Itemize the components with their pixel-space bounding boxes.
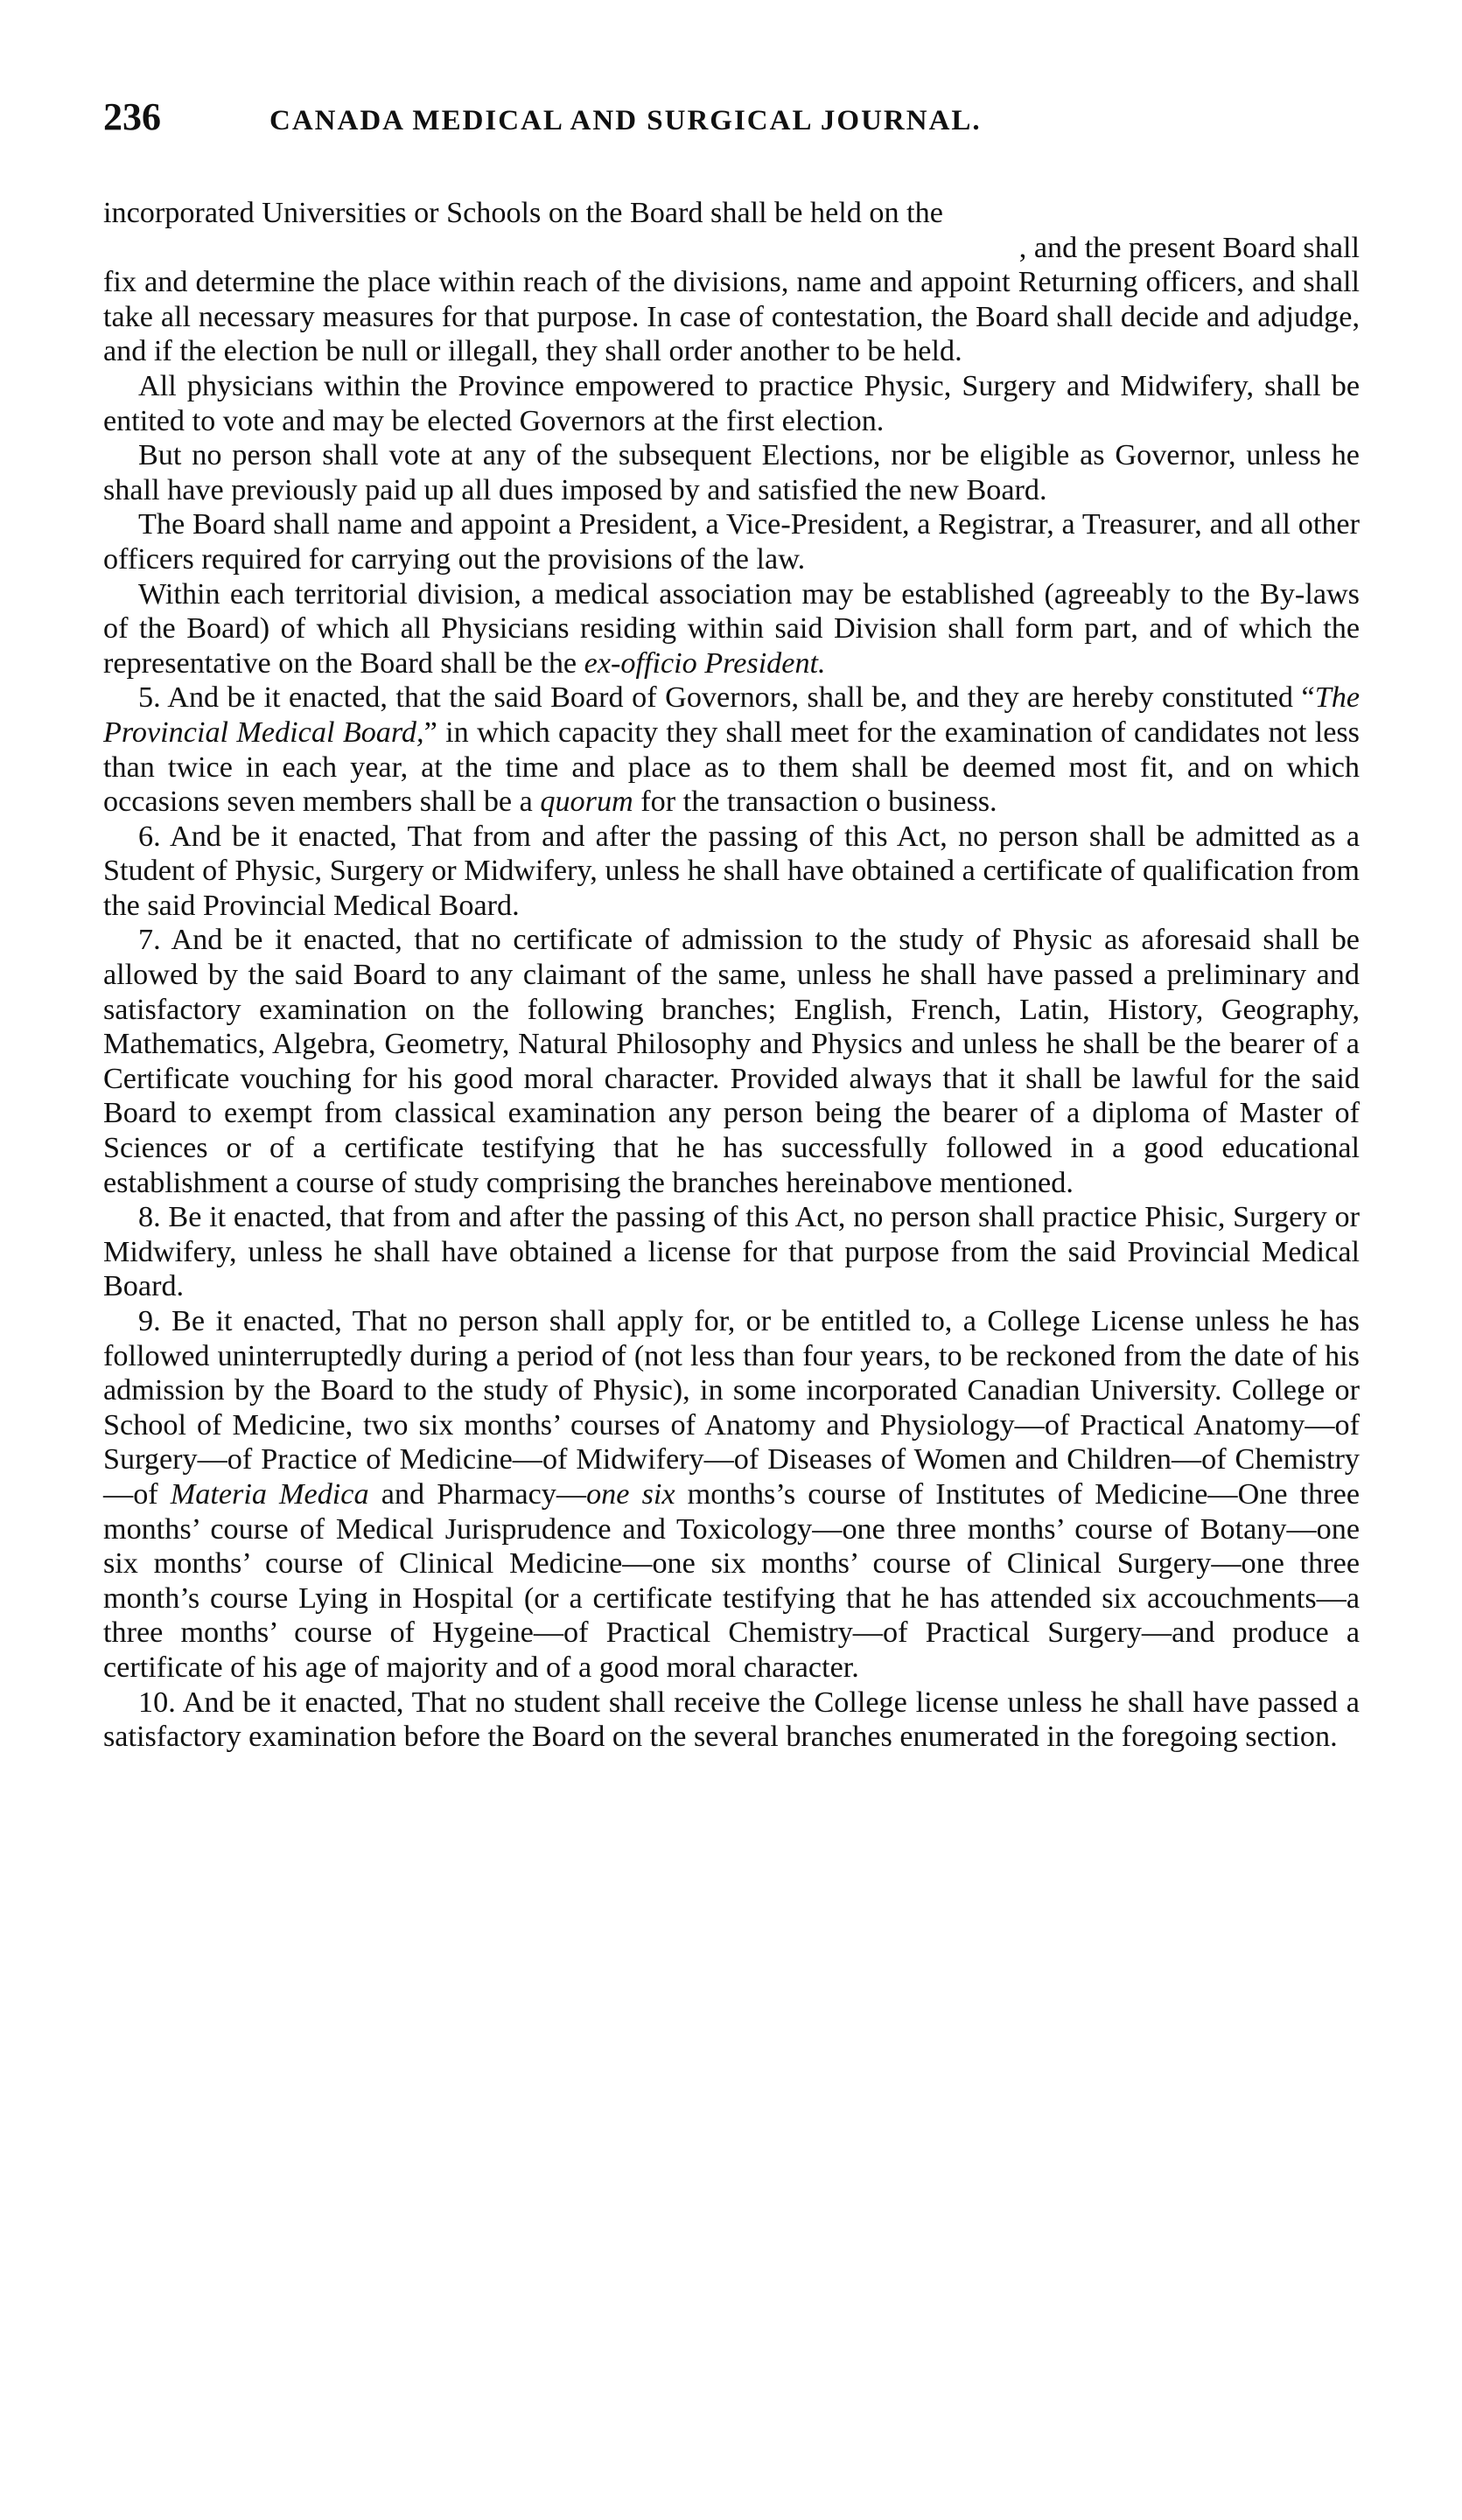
section-7: 7. And be it enacted, that no certificate of admission to the study of Physic as aforesaid shall be allowed by the said Board to any claimant of the same, unless he shall have passed a preliminary and satisfactory examination on the following branches; English, French, Latin, History, Geography, Mathematics, Algebra, Geometry, Natural Philosophy and Physics and unless he shall be the bearer of a Certificate vouching for his good moral character. Provided always that it shall be lawful for the said Board to exempt from classical examination any person being the bearer of a diploma of Master of Sciences or of a certificate testifying that he has successfully followed in a good educational establishment a course of study comprising the branches hereinabove mentioned. xyxy=(103,924,1360,1199)
paragraph-physicians-vote: All physicians within the Province empowered to practice Physic, Surgery and Midwifery, shall be entited to vote and may be elected Governors at the first election. xyxy=(103,369,1360,437)
page-number: 236 xyxy=(103,95,161,138)
paragraph-text-line-2: , and the present Board shall xyxy=(1018,231,1360,264)
section-5-text-c: for the transaction o business. xyxy=(640,785,997,819)
paragraph-text-rest: fix and determine the place within reach of the divisions, name and appoint Returning officers, and shall take all necessary measures for that purpose. In case of contestation, the Board shall decide and adjudge, and if the election be null or illegall, they shall order another to be held. xyxy=(103,266,1360,368)
paragraph-board-officers: The Board shall name and appoint a President, a Vice-President, a Registrar, a Treasurer, and all other officers required for carrying out the provisions of the law. xyxy=(103,508,1360,576)
section-9-text-b: and Pharmacy— xyxy=(381,1477,587,1511)
italic-phrase-board-name: The Provincial Medical Board, xyxy=(103,681,1360,749)
paragraph-medical-association xyxy=(103,577,1360,681)
page-header xyxy=(103,94,1360,156)
section-10: 10. And be it enacted, That no student shall receive the College license unless he shall have passed a satisfactory examination before the Board on the several branches enumerated in the foregoing section. xyxy=(103,1686,1360,1754)
body-text xyxy=(103,196,1360,1755)
section-9-text-a: 9. Be it enacted, That no person shall apply for, or be entitled to, a College License unless he has followed uninterruptedly during a period of (not less than four years, to be reckoned from the date of his admission by the Board to the study of Physic), in some incorporated Canadian University. College or School of Medicine, two six months’ courses of Anatomy and Physiology—of Practical Anatomy—of Surgery—of Practice of Medicine—of Midwifery—of Diseases of Women and Children—of Chemistry—of xyxy=(103,1305,1360,1511)
section-6: 6. And be it enacted, That from and after the passing of this Act, no person shall be admitted as a Student of Physic, Surgery or Midwifery, unless he shall have obtained a certificate of qualification from the said Provincial Medical Board. xyxy=(103,820,1360,922)
italic-phrase-one-six: one six xyxy=(586,1477,675,1511)
italic-phrase-ex-officio: ex-officio President. xyxy=(584,646,826,680)
section-9 xyxy=(103,1304,1360,1686)
paragraph-board-election-divisions xyxy=(103,196,1360,369)
italic-phrase-materia-medica: Materia Medica xyxy=(170,1477,369,1511)
section-9-text-c: months’s course of Institutes of Medicine—One three months’ course of Medical Jurisprudence and Toxicology—one three months’ course of Botany—one six months’ course of Clinical Medicine—one six months’ course of Clinical Surgery—one three month’s course Lying in Hospital (or a certificate testifying that he has attended six accouchments—a three months’ course of Hygeine—of Practical Chemistry—of Practical Surgery—and produce a certificate of his age of majority and of a good moral character. xyxy=(103,1477,1360,1684)
section-5-text-b: ” in which capacity they shall meet for the examination of candidates not less than twice in each year, at the time and place as to them shall be deemed most fit, and on which occasions seven members shall be a xyxy=(103,716,1360,819)
section-5 xyxy=(103,681,1360,819)
section-5-text-a: 5. And be it enacted, that the said Board of Governors, shall be, and they are hereby constituted “ xyxy=(138,681,1315,715)
italic-phrase-quorum: quorum xyxy=(540,785,633,819)
section-8: 8. Be it enacted, that from and after the passing of this Act, no person shall practice Phisic, Surgery or Midwifery, unless he shall have obtained a license for that purpose from the said Provincial Medical Board. xyxy=(103,1201,1360,1303)
paragraph-subsequent-elections: But no person shall vote at any of the subsequent Elections, nor be eligible as Governor, unless he shall have previously paid up all dues imposed by and satisfied the new Board. xyxy=(103,439,1360,506)
paragraph-text: Within each territorial division, a medical association may be established (agreeably to the By-laws of the Board) of which all Physicians residing within said Division shall form part, and of which the representative on the Board shall be the xyxy=(103,577,1360,680)
paragraph-text-line-1: incorporated Universities or Schools on the Board shall be held on the xyxy=(103,197,943,229)
journal-page xyxy=(103,94,1360,1755)
running-head: CANADA MEDICAL AND SURGICAL JOURNAL. xyxy=(269,105,982,136)
